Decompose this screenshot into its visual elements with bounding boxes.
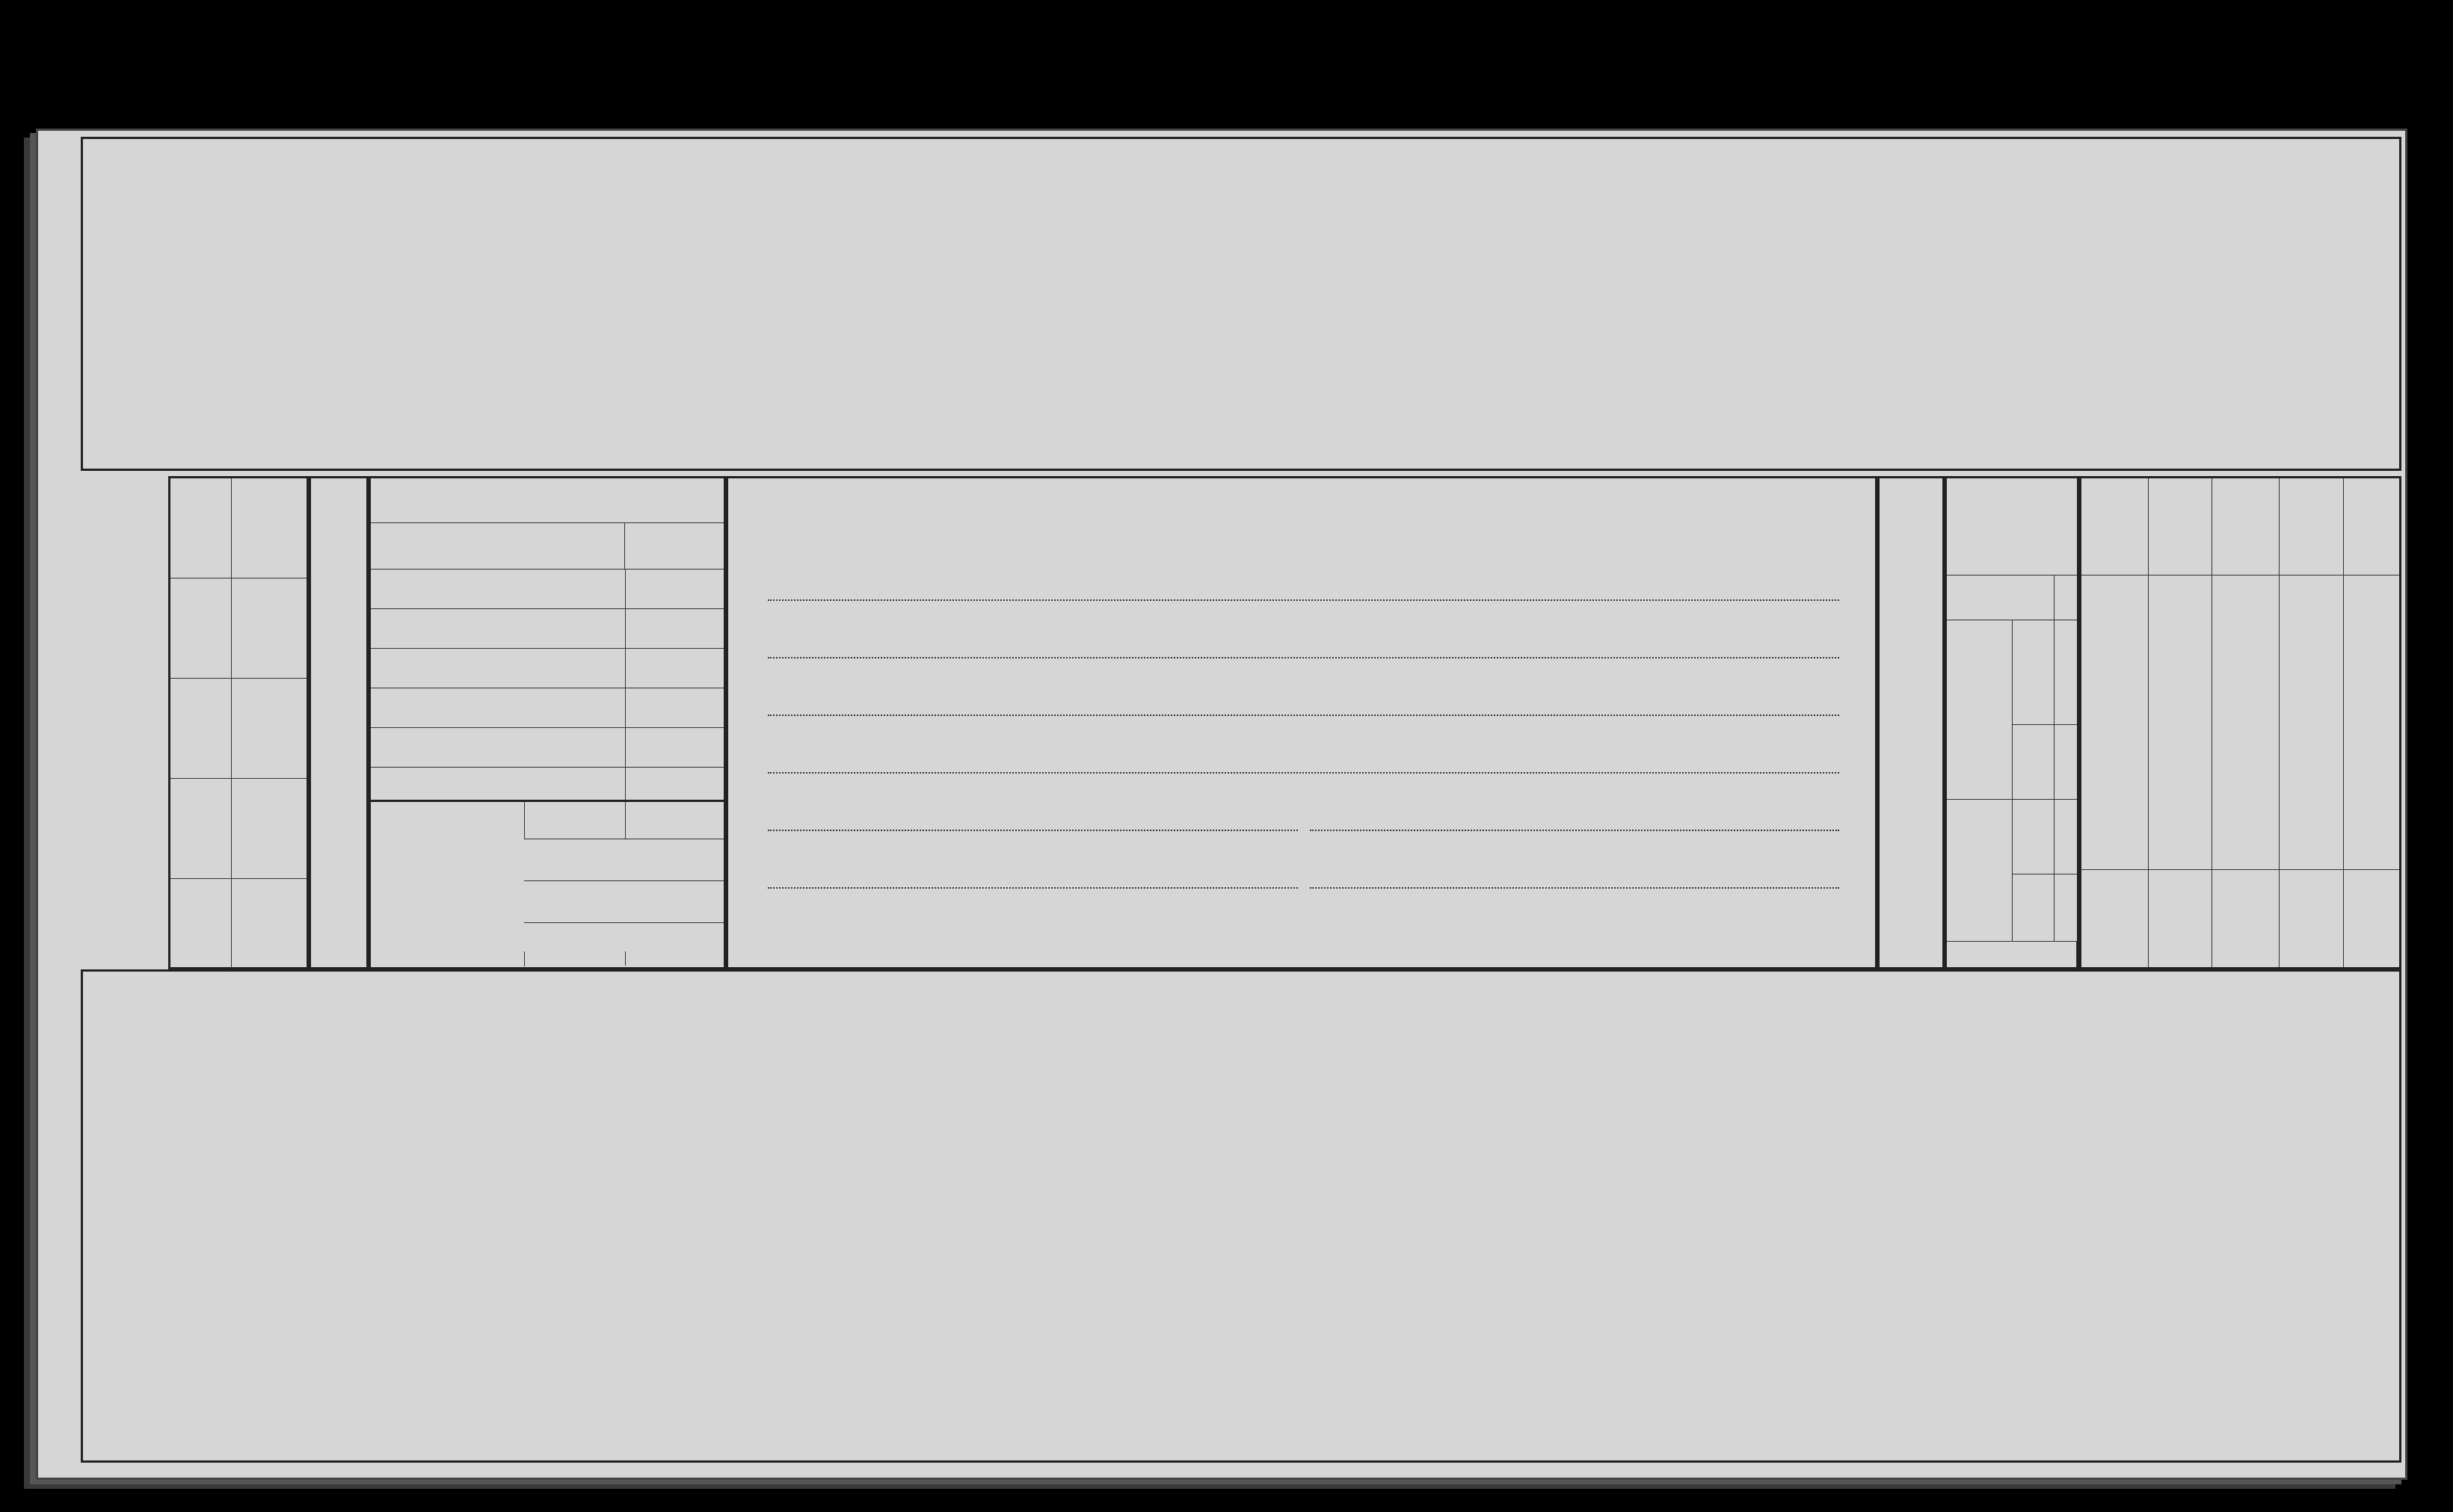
staff-col1 (2081, 576, 2149, 870)
private-farm-panel (726, 476, 1877, 969)
staff-total-top (2344, 478, 2399, 576)
trade-name-header (371, 523, 625, 570)
worker-label-term (232, 578, 307, 679)
staff-workers-family-bottom (2149, 870, 2212, 967)
worker-num-130 (170, 478, 232, 578)
staff-workers-top (2081, 478, 2149, 576)
vineyard-label (393, 909, 535, 912)
trade-qty-header (625, 523, 724, 570)
pop-men-total (2013, 874, 2055, 942)
pop-itogo-label (1947, 576, 2055, 620)
staff-col4 (2280, 576, 2344, 870)
trade-title (371, 478, 724, 523)
staff-panel (2079, 476, 2401, 969)
trade-panel (369, 476, 726, 969)
pop-grid (1947, 576, 2077, 972)
pop-men-workers (2013, 800, 2055, 874)
pop-women-label (1947, 620, 2013, 800)
pop-num-136 (2055, 800, 2077, 874)
des-rows (524, 839, 724, 951)
population-panel (1945, 476, 2079, 969)
staff-col3 (2212, 576, 2280, 870)
desyatin-header (524, 802, 625, 839)
worker-label-piece (232, 779, 307, 879)
staff-workers-bottom (2081, 870, 2149, 967)
lease-table (81, 969, 2401, 1463)
worker-num-132 (170, 679, 232, 779)
staff-col2 (2149, 576, 2212, 870)
pop-bottom-blank (1947, 942, 2077, 972)
pop-num-138 (2055, 620, 2077, 725)
workers-side-label (309, 476, 369, 969)
roots-header (625, 802, 724, 839)
pop-num-137 (2055, 725, 2077, 800)
trade-rows (371, 570, 724, 768)
staff-total-bottom (2344, 870, 2399, 967)
staff-workers-family-top (2149, 478, 2212, 576)
staff-employees-bottom (2212, 870, 2280, 967)
staff-col5 (2344, 576, 2399, 870)
worker-label-daily (232, 679, 307, 779)
staff-employees-family-top (2280, 478, 2344, 576)
worker-num-134 (170, 879, 232, 969)
pop-top-blank (1947, 478, 2077, 576)
pop-num-139 (2055, 576, 2077, 620)
worker-blank (232, 879, 307, 969)
pop-women-workers (2013, 620, 2055, 725)
pop-men-label (1947, 800, 2013, 942)
q-other-land (762, 605, 1845, 663)
q-land-type (762, 663, 1845, 720)
garden-label (393, 867, 535, 870)
q-market (762, 836, 1845, 893)
staff-employees-top (2212, 478, 2280, 576)
crops-table (81, 137, 2401, 471)
worker-label-yearly (232, 478, 307, 578)
worker-num-133 (170, 779, 232, 879)
staff-employees-family-bottom (2280, 870, 2344, 967)
pop-women-total (2013, 725, 2055, 800)
q-owner-line2 (762, 559, 1845, 605)
q-village (762, 778, 1845, 836)
q-farming (762, 720, 1845, 778)
q-owner-line1 (762, 513, 1845, 559)
pop-num-135 (2055, 874, 2077, 942)
workers-panel (168, 476, 309, 969)
worker-num-131 (170, 578, 232, 679)
population-side-label (1877, 476, 1945, 969)
